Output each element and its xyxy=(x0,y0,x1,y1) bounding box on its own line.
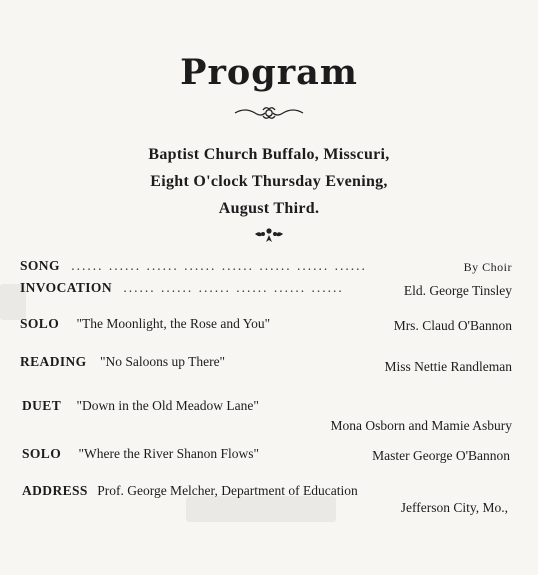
item-label: SOLO xyxy=(20,316,60,331)
speaker-location: Jefferson City, Mo., xyxy=(400,500,508,515)
item-title: "No Saloons up There" xyxy=(99,354,226,369)
item-title: "Down in the Old Meadow Lane" xyxy=(76,398,259,413)
program-item-reading xyxy=(20,354,225,370)
date-line: August Third. xyxy=(218,200,320,217)
item-label: READING xyxy=(20,354,87,369)
venue-line: Baptist Church Buffalo, Misscuri, xyxy=(148,146,390,163)
time-line: Eight O'clock Thursday Evening, xyxy=(150,173,388,190)
item-label: SONG xyxy=(20,258,60,273)
item-label: ADDRESS xyxy=(22,483,88,498)
ink-smudge xyxy=(186,496,336,522)
program-item-solo xyxy=(20,316,270,332)
program-item-solo xyxy=(22,446,259,462)
item-label: DUET xyxy=(22,398,62,413)
performer: By Choir xyxy=(463,260,512,274)
item-label: INVOCATION xyxy=(20,280,112,295)
performer: Mona Osborn and Mamie Asbury xyxy=(330,418,512,433)
program-item-address xyxy=(22,483,358,499)
item-title: Prof. George Melcher, Department of Education xyxy=(97,483,358,498)
fleuron-ornament-icon xyxy=(0,226,538,249)
performer: Mrs. Claud O'Bannon xyxy=(393,318,512,333)
page-title: Program xyxy=(180,52,358,93)
performer: Miss Nettie Randleman xyxy=(384,359,512,374)
scroll-ornament-icon xyxy=(0,104,538,127)
program-item-duet xyxy=(22,398,259,414)
program-item-song xyxy=(20,258,367,274)
item-label: SOLO xyxy=(22,446,62,461)
item-title: "The Moonlight, the Rose and You" xyxy=(76,316,271,331)
dot-leaders: ...... ...... ...... ...... ...... ...... ...... ...... xyxy=(71,258,367,273)
dot-leaders: ...... ...... ...... ...... ...... ...... xyxy=(123,280,344,295)
performer: Master George O'Bannon xyxy=(372,448,510,463)
performer: Eld. George Tinsley xyxy=(403,283,512,298)
program-item-invocation xyxy=(20,280,344,296)
item-title: "Where the River Shanon Flows" xyxy=(78,446,259,461)
